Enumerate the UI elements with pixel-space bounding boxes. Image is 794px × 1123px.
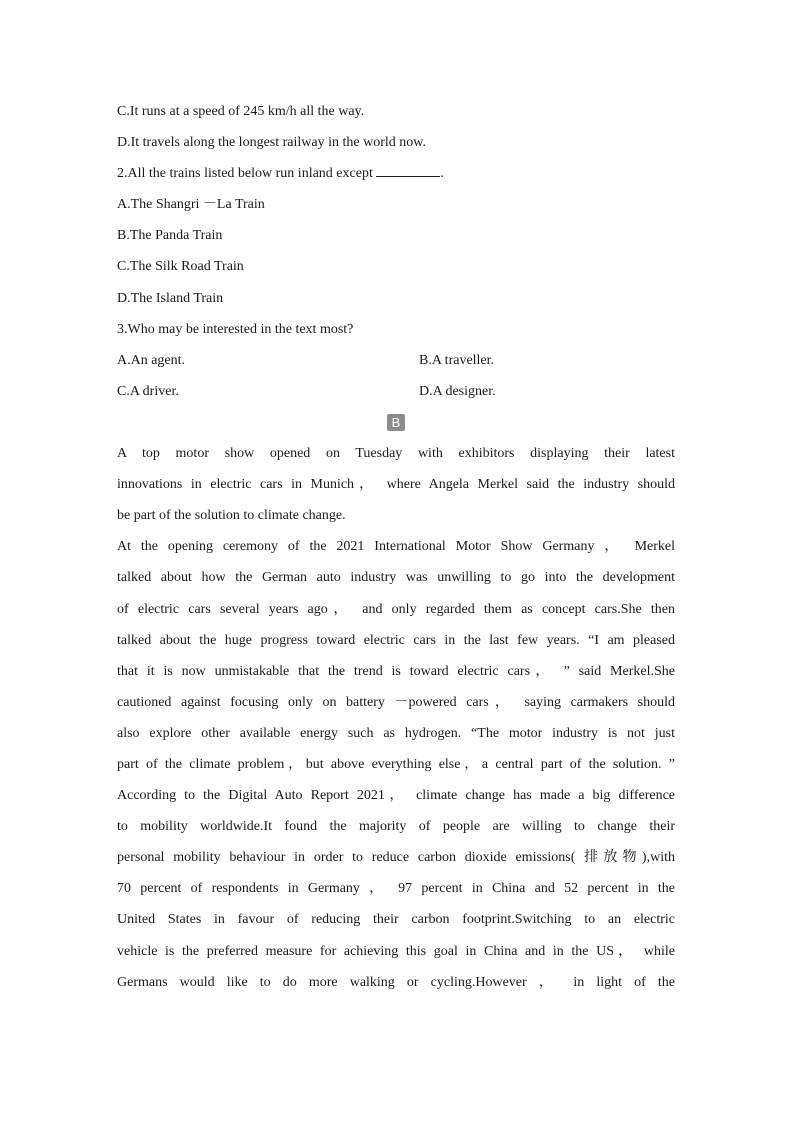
q2-stem-text: 2.All the trains listed below run inland except: [117, 166, 377, 182]
passage-line: talked about how the German auto industry was unwilling to go into the development: [117, 570, 675, 586]
q3-stem: 3.Who may be interested in the text most?: [117, 321, 354, 337]
passage-line: of electric cars several years ago， and only regarded them as concept cars.She then: [117, 601, 675, 617]
q3-option-a[interactable]: A.An agent.: [117, 352, 186, 368]
passage-line: cautioned against focusing only on battery －powered cars， saying carmakers should: [117, 694, 675, 710]
passage-b: [117, 438, 675, 998]
passage-line: to mobility worldwide.It found the majority of people are willing to change their: [117, 819, 675, 835]
q3-option-d[interactable]: D.A designer.: [419, 383, 496, 399]
answer-blank[interactable]: [376, 164, 440, 177]
passage-line: talked about the huge progress toward electric cars in the last few years. “I am pleased: [117, 632, 675, 648]
q3-option-b[interactable]: B.A traveller.: [419, 352, 495, 368]
passage-line: A top motor show opened on Tuesday with exhibitors displaying their latest: [117, 446, 675, 462]
q3-options-row-2: [117, 376, 675, 407]
passage-line: that it is now unmistakable that the trend is toward electric cars， ” said Merkel.She: [117, 663, 675, 679]
passage-line: also explore other available energy such as hydrogen. “The motor industry is not just: [117, 725, 675, 741]
q2-option-b[interactable]: B.The Panda Train: [117, 228, 223, 244]
section-header: [117, 407, 675, 438]
passage-line: At the opening ceremony of the 2021 International Motor Show Germany ， Merkel: [117, 539, 675, 555]
passage-line: According to the Digital Auto Report 2021， climate change has made a big difference: [117, 788, 675, 804]
section-b-badge: B: [387, 414, 405, 431]
q2-option-c[interactable]: C.The Silk Road Train: [117, 259, 244, 275]
q2-option-d[interactable]: D.The Island Train: [117, 290, 224, 306]
passage-line: vehicle is the preferred measure for achieving this goal in China and in the US， while: [117, 943, 675, 959]
page-content: [117, 96, 675, 998]
passage-line: Germans would like to do more walking or cycling.However ， in light of the: [117, 974, 675, 990]
q2-option-a[interactable]: A.The Shangri －La Train: [117, 197, 265, 213]
passage-line: personal mobility behaviour in order to reduce carbon dioxide emissions( 排放物),with: [117, 850, 675, 866]
q1-option-c[interactable]: C.It runs at a speed of 245 km/h all the way.: [117, 104, 365, 119]
passage-line: part of the climate problem，but above everything else，a central part of the solution. ”: [117, 756, 675, 772]
q3-options-row-1: [117, 345, 675, 376]
q1-option-d[interactable]: D.It travels along the longest railway in the world now.: [117, 135, 426, 151]
passage-line: innovations in electric cars in Munich， where Angela Merkel said the industry should: [117, 477, 675, 493]
q2-stem: [117, 158, 675, 189]
q2-stem-end: .: [440, 166, 444, 182]
q3-option-c[interactable]: C.A driver.: [117, 383, 179, 399]
passage-line: 70 percent of respondents in Germany ， 97 percent in China and 52 percent in the: [117, 881, 675, 897]
passage-line: be part of the solution to climate change.: [117, 508, 346, 524]
passage-line: United States in favour of reducing their carbon footprint.Switching to an electric: [117, 912, 675, 928]
